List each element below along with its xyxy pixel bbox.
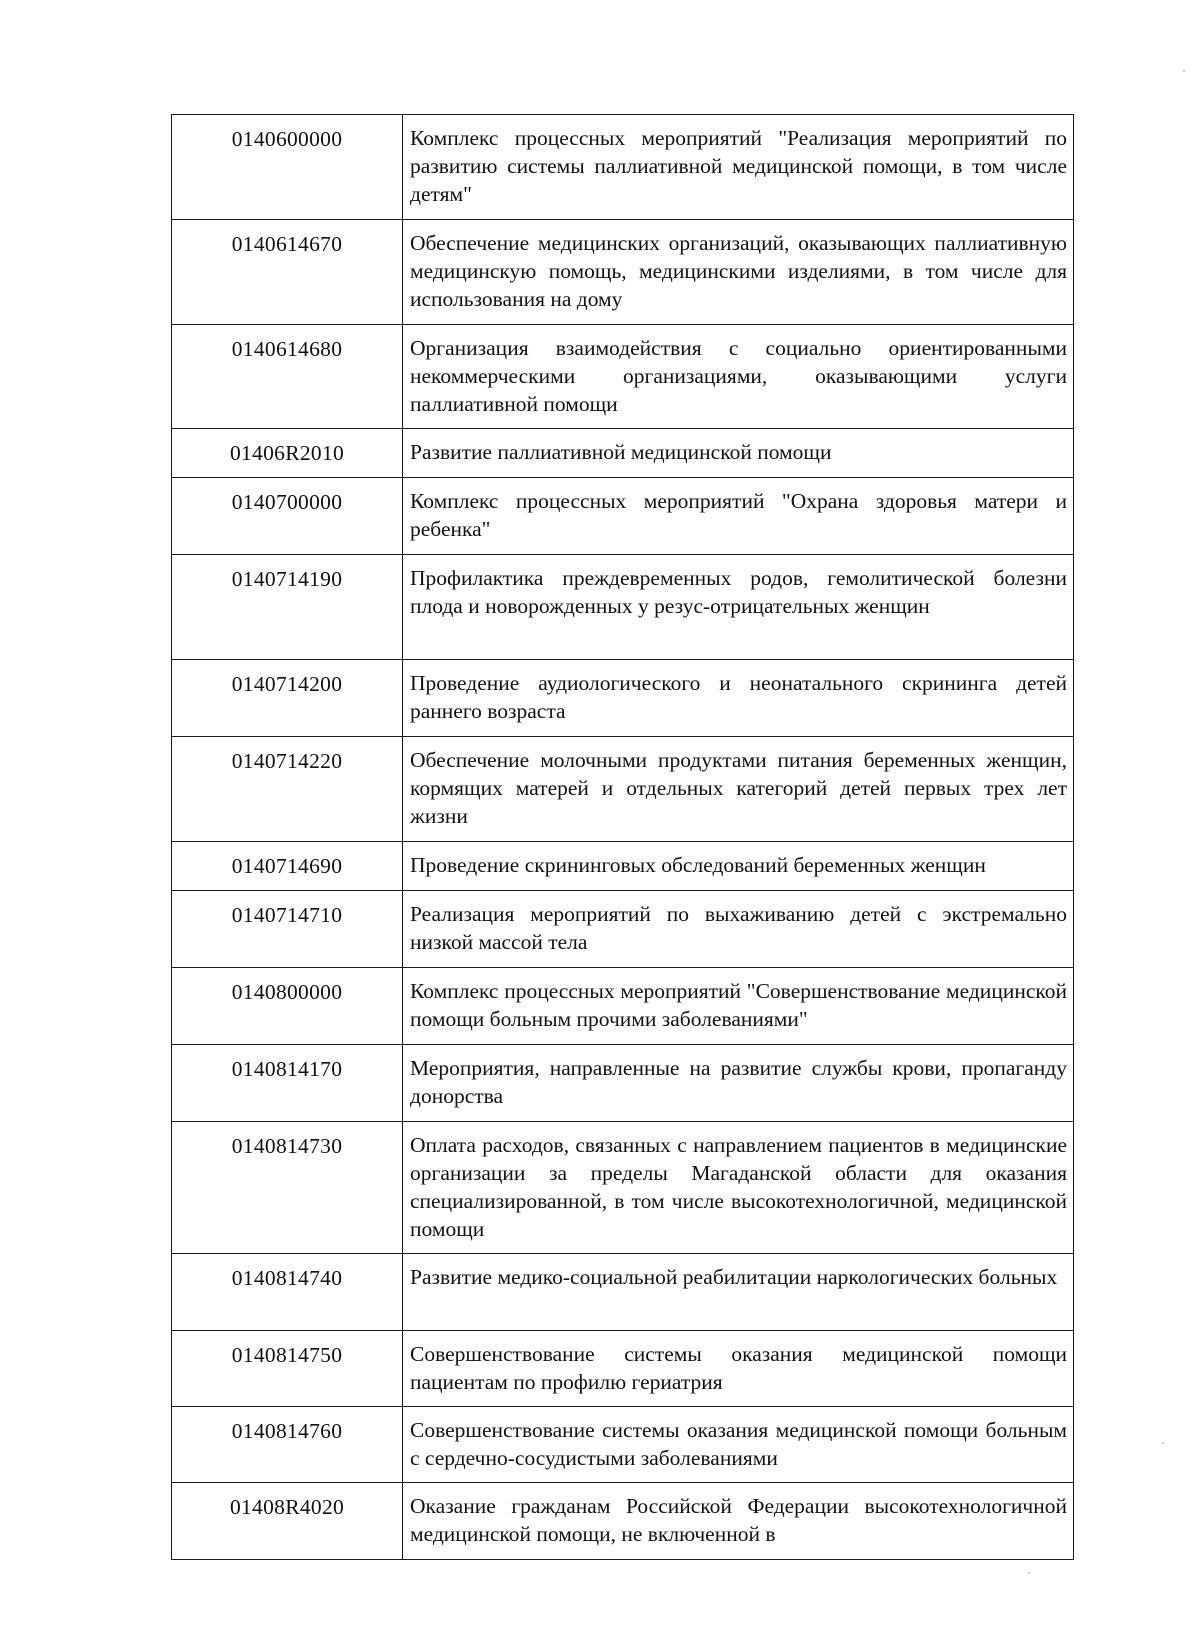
description-cell: Оказание гражданам Российской Федерации высокотехнологичной медицинской помощи, не включенной в	[403, 1483, 1074, 1560]
code-cell: 0140714190	[172, 555, 403, 660]
scan-speck	[1162, 1442, 1164, 1444]
description-cell: Комплекс процессных мероприятий "Реализация мероприятий по развитию системы паллиативной медицинской помощи, в том числе детям"	[403, 115, 1074, 220]
table-row	[172, 1254, 1074, 1331]
code-cell: 0140814750	[172, 1331, 403, 1407]
scan-speck	[1183, 70, 1185, 72]
description-cell: Профилактика преждевременных родов, гемолитической болезни плода и новорожденных у резус-отрицательных женщин	[403, 555, 1074, 660]
budget-classification-table	[171, 114, 1074, 1560]
description-cell: Мероприятия, направленные на развитие службы крови, пропаганду донорства	[403, 1045, 1074, 1122]
description-cell: Комплекс процессных мероприятий "Совершенствование медицинской помощи больным прочими заболеваниями"	[403, 968, 1074, 1045]
code-cell: 0140814740	[172, 1254, 403, 1331]
table-row	[172, 1122, 1074, 1254]
table-row	[172, 891, 1074, 968]
code-cell: 0140700000	[172, 478, 403, 555]
description-cell: Организация взаимодействия с социально ориентированными некоммерческими организациями, оказывающими услуги паллиативной помощи	[403, 325, 1074, 429]
table-row	[172, 478, 1074, 555]
description-cell: Проведение аудиологического и неонатального скрининга детей раннего возраста	[403, 660, 1074, 737]
table-row	[172, 1331, 1074, 1407]
code-cell: 01408R4020	[172, 1483, 403, 1560]
code-cell: 0140814730	[172, 1122, 403, 1254]
code-cell: 0140800000	[172, 968, 403, 1045]
code-cell: 0140614670	[172, 220, 403, 325]
scan-speck	[1028, 1572, 1030, 1574]
description-cell: Оплата расходов, связанных с направлением пациентов в медицинские организации за пределы Магаданской области для оказания специализированной, в том числе высокотехнологичной, медицинской помощи	[403, 1122, 1074, 1254]
table-row	[172, 555, 1074, 660]
code-cell: 0140600000	[172, 115, 403, 220]
code-cell: 01406R2010	[172, 429, 403, 478]
code-cell: 0140714220	[172, 737, 403, 842]
table-row	[172, 737, 1074, 842]
table-row	[172, 842, 1074, 891]
description-cell: Реализация мероприятий по выхаживанию детей с экстремально низкой массой тела	[403, 891, 1074, 968]
code-cell: 0140814170	[172, 1045, 403, 1122]
table-row	[172, 429, 1074, 478]
table-row	[172, 968, 1074, 1045]
table-row	[172, 1407, 1074, 1483]
description-cell: Комплекс процессных мероприятий "Охрана здоровья матери и ребенка"	[403, 478, 1074, 555]
table-row	[172, 325, 1074, 429]
code-cell: 0140714710	[172, 891, 403, 968]
description-cell: Совершенствование системы оказания медицинской помощи пациентам по профилю гериатрия	[403, 1331, 1074, 1407]
description-cell: Обеспечение медицинских организаций, оказывающих паллиативную медицинскую помощь, медицинскими изделиями, в том числе для использования на дому	[403, 220, 1074, 325]
code-cell: 0140714690	[172, 842, 403, 891]
code-cell: 0140614680	[172, 325, 403, 429]
code-cell: 0140714200	[172, 660, 403, 737]
table-row	[172, 1483, 1074, 1560]
description-cell: Обеспечение молочными продуктами питания беременных женщин, кормящих матерей и отдельных категорий детей первых трех лет жизни	[403, 737, 1074, 842]
table-row	[172, 1045, 1074, 1122]
description-cell: Проведение скрининговых обследований беременных женщин	[403, 842, 1074, 891]
description-cell: Развитие паллиативной медицинской помощи	[403, 429, 1074, 478]
description-cell: Совершенствование системы оказания медицинской помощи больным с сердечно-сосудистыми заболеваниями	[403, 1407, 1074, 1483]
table-row	[172, 220, 1074, 325]
table-row	[172, 660, 1074, 737]
code-cell: 0140814760	[172, 1407, 403, 1483]
table-row	[172, 115, 1074, 220]
description-cell: Развитие медико-социальной реабилитации наркологических больных	[403, 1254, 1074, 1331]
